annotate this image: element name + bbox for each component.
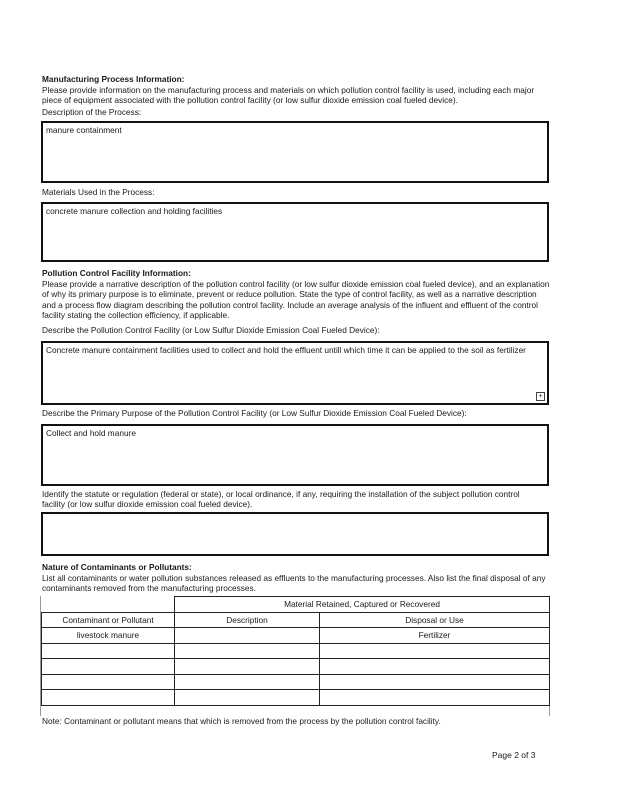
expand-icon[interactable]: + [536,392,545,401]
facility-info-heading: Pollution Control Facility Information: [42,268,191,278]
table-cell[interactable] [175,628,320,644]
statute-label: Identify the statute or regulation (federal or state), or local ordinance, if any, requiring the installation of the subject pollution control facility (or low sulfur dioxide emission coal fueled device). [42,489,520,510]
description-value: manure containment [46,125,122,135]
description-field[interactable] [41,121,549,183]
table-cell[interactable] [42,659,175,675]
column-header-contaminant: Contaminant or Pollutant [42,612,175,628]
group-header: Material Retained, Captured or Recovered [175,597,550,613]
contaminants-instructions: List all contaminants or water pollution substances released as effluents to the manufacturing processes. Also list the final disposal of any contaminants removed from the manufacturing processes. [42,573,546,594]
page-number: Page 2 of 3 [492,750,536,760]
table-cell[interactable] [175,643,320,659]
describe-facility-field[interactable] [41,341,549,405]
table-cell[interactable] [42,690,175,706]
table-cell[interactable]: Fertilizer [320,628,550,644]
table-cell[interactable] [175,674,320,690]
table-cell[interactable] [320,659,550,675]
table-row [42,628,550,644]
column-header-description: Description [175,612,320,628]
materials-value: concrete manure collection and holding facilities [46,206,223,216]
describe-facility-label: Describe the Pollution Control Facility (or Low Sulfur Dioxide Emission Coal Fueled Device): [42,325,380,335]
table-row [42,674,550,690]
purpose-value: Collect and hold manure [46,428,136,438]
materials-field[interactable] [41,202,549,262]
contaminants-note: Note: Contaminant or pollutant means that which is removed from the process by the pollution control facility. [42,716,441,726]
table-cell[interactable] [175,690,320,706]
table-header-row [42,612,550,628]
contaminants-table [41,596,550,706]
table-cell[interactable] [320,690,550,706]
contaminants-heading: Nature of Contaminants or Pollutants: [42,562,192,572]
process-info-heading: Manufacturing Process Information: [42,74,185,84]
column-header-disposal: Disposal or Use [320,612,550,628]
process-info-instructions: Please provide information on the manufacturing process and materials on which pollution control facility is used, including each major piece of equipment associated with the pollution control facility (or low sulfur dioxide emission coal fueled device). [42,85,535,106]
table-row [42,690,550,706]
table-row [42,659,550,675]
table-group-header-row [42,597,550,613]
table-cell[interactable] [175,659,320,675]
facility-info-instructions: Please provide a narrative description of the pollution control facility (or low sulfur dioxide emission coal fueled device), and an explanation of why its primary purpose is to eliminate, prevent or reduce pollution. State the type of control facility, as well as a narrative description and a process flow diagram describing the pollution control facility. Include an average analysis of the influent and effluent of the control facility stating the collection efficiency, if applicable. [42,279,550,321]
table-corner [42,597,175,613]
table-cell[interactable] [42,643,175,659]
purpose-label: Describe the Primary Purpose of the Pollution Control Facility (or Low Sulfur Dioxide Emission Coal Fueled Device): [42,408,467,418]
statute-field[interactable] [41,512,549,556]
materials-label: Materials Used in the Process: [42,187,155,197]
table-cell[interactable] [42,674,175,690]
description-label: Description of the Process: [42,107,142,117]
table-cell[interactable] [320,674,550,690]
table-cell[interactable] [320,643,550,659]
describe-facility-value: Concrete manure containment facilities used to collect and hold the effluent untill which time it can be applied to the soil as fertilizer [46,345,526,355]
purpose-field[interactable] [41,424,549,486]
table-row [42,643,550,659]
table-cell[interactable]: livestock manure [42,628,175,644]
